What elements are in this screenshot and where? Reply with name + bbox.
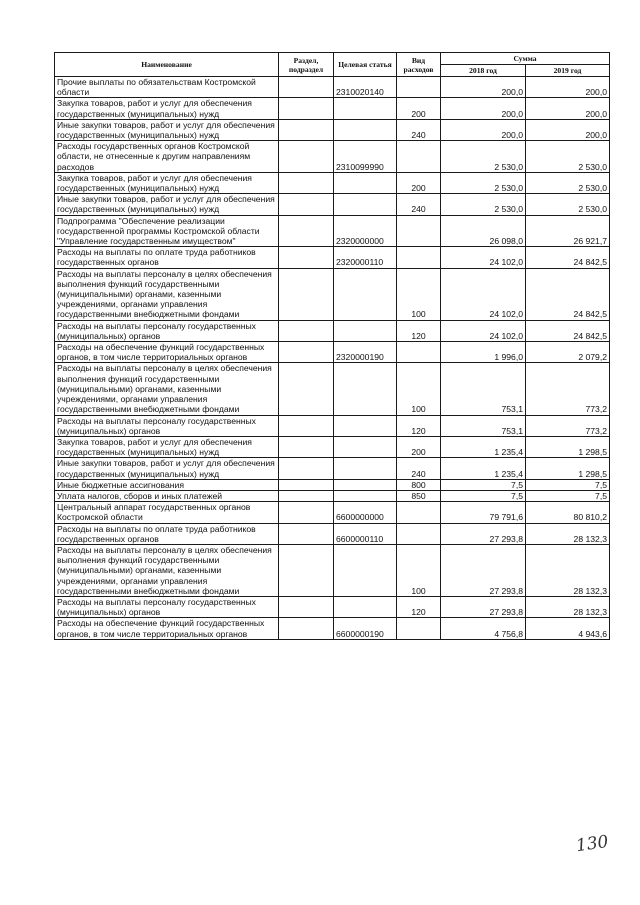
cell-2019: 7,5 — [526, 479, 610, 490]
cell-name: Закупка товаров, работ и услуг для обеспечения государственных (муниципальных) нужд — [55, 436, 279, 457]
cell-target: 2320000110 — [334, 247, 397, 268]
header-type: Вид расходов — [397, 53, 441, 77]
table-row — [55, 523, 610, 544]
table-row — [55, 77, 610, 98]
cell-target: 6600000190 — [334, 618, 397, 639]
cell-name: Центральный аппарат государственных органов Костромской области — [55, 502, 279, 523]
table-row — [55, 618, 610, 639]
table-row — [55, 119, 610, 140]
cell-target: 2310099990 — [334, 141, 397, 173]
page-number: 130 — [574, 831, 610, 857]
cell-section — [279, 415, 334, 436]
table-row — [55, 502, 610, 523]
cell-target — [334, 363, 397, 415]
cell-2018: 200,0 — [441, 119, 526, 140]
cell-2019: 28 132,3 — [526, 596, 610, 617]
cell-2018: 79 791,6 — [441, 502, 526, 523]
cell-2018: 27 293,8 — [441, 523, 526, 544]
cell-target — [334, 596, 397, 617]
cell-2018: 7,5 — [441, 479, 526, 490]
cell-2019: 2 530,0 — [526, 194, 610, 215]
cell-target — [334, 172, 397, 193]
cell-type: 100 — [397, 363, 441, 415]
cell-section — [279, 77, 334, 98]
cell-section — [279, 479, 334, 490]
cell-type — [397, 502, 441, 523]
cell-section — [279, 544, 334, 596]
cell-2018: 24 102,0 — [441, 320, 526, 341]
cell-section — [279, 268, 334, 320]
cell-2018: 1 996,0 — [441, 342, 526, 363]
cell-target — [334, 194, 397, 215]
cell-2019: 26 921,7 — [526, 215, 610, 247]
cell-2018: 2 530,0 — [441, 141, 526, 173]
table-row — [55, 268, 610, 320]
cell-2019: 24 842,5 — [526, 320, 610, 341]
table-row — [55, 458, 610, 479]
cell-2018: 200,0 — [441, 98, 526, 119]
cell-section — [279, 215, 334, 247]
cell-target: 2320000190 — [334, 342, 397, 363]
cell-2018: 1 235,4 — [441, 458, 526, 479]
cell-2019: 200,0 — [526, 98, 610, 119]
cell-2018: 24 102,0 — [441, 247, 526, 268]
table-body — [55, 77, 610, 640]
cell-section — [279, 172, 334, 193]
cell-2019: 1 298,5 — [526, 458, 610, 479]
cell-2019: 28 132,3 — [526, 544, 610, 596]
cell-2019: 2 530,0 — [526, 172, 610, 193]
cell-name: Расходы на выплаты персоналу государственных (муниципальных) органов — [55, 415, 279, 436]
cell-target — [334, 268, 397, 320]
cell-2018: 1 235,4 — [441, 436, 526, 457]
cell-type: 120 — [397, 415, 441, 436]
cell-name: Расходы на выплаты персоналу в целях обеспечения выполнения функций государственными (муниципальными) органами, казенными учреждениями, органами управления государственными внебюджетными фондами — [55, 268, 279, 320]
cell-2019: 7,5 — [526, 490, 610, 501]
cell-section — [279, 98, 334, 119]
cell-name: Расходы на выплаты персоналу государственных (муниципальных) органов — [55, 320, 279, 341]
cell-2019: 4 943,6 — [526, 618, 610, 639]
cell-2018: 2 530,0 — [441, 172, 526, 193]
cell-section — [279, 119, 334, 140]
cell-type: 100 — [397, 268, 441, 320]
table-row — [55, 320, 610, 341]
table-row — [55, 490, 610, 501]
cell-name: Расходы на обеспечение функций государственных органов, в том числе территориальных органов — [55, 342, 279, 363]
cell-name: Расходы на выплаты по оплате труда работников государственных органов — [55, 247, 279, 268]
cell-section — [279, 458, 334, 479]
cell-target — [334, 119, 397, 140]
cell-type: 120 — [397, 320, 441, 341]
cell-name: Иные бюджетные ассигнования — [55, 479, 279, 490]
cell-2019: 1 298,5 — [526, 436, 610, 457]
cell-name: Расходы на выплаты персоналу в целях обеспечения выполнения функций государственными (муниципальными) органами, казенными учреждениями, органами управления государственными внебюджетными фондами — [55, 544, 279, 596]
header-target: Целевая статья — [334, 53, 397, 77]
cell-name: Расходы на выплаты персоналу в целях обеспечения выполнения функций государственными (муниципальными) органами, казенными учреждениями, органами управления государственными внебюджетными фондами — [55, 363, 279, 415]
cell-section — [279, 342, 334, 363]
cell-2018: 7,5 — [441, 490, 526, 501]
cell-section — [279, 523, 334, 544]
cell-section — [279, 502, 334, 523]
cell-target: 2320000000 — [334, 215, 397, 247]
cell-type: 240 — [397, 194, 441, 215]
cell-name: Прочие выплаты по обязательствам Костромской области — [55, 77, 279, 98]
cell-target — [334, 544, 397, 596]
header-name: Наименование — [55, 53, 279, 77]
cell-target: 6600000000 — [334, 502, 397, 523]
cell-target — [334, 458, 397, 479]
cell-2019: 200,0 — [526, 77, 610, 98]
cell-section — [279, 247, 334, 268]
table-row — [55, 436, 610, 457]
cell-target: 6600000110 — [334, 523, 397, 544]
table-row — [55, 247, 610, 268]
cell-2019: 200,0 — [526, 119, 610, 140]
cell-2019: 24 842,5 — [526, 247, 610, 268]
cell-type — [397, 618, 441, 639]
cell-type: 800 — [397, 479, 441, 490]
cell-2018: 27 293,8 — [441, 596, 526, 617]
cell-type — [397, 523, 441, 544]
header-year-2019: 2019 год — [526, 65, 610, 77]
cell-type — [397, 77, 441, 98]
table-row — [55, 342, 610, 363]
cell-target: 2310020140 — [334, 77, 397, 98]
cell-name: Расходы на обеспечение функций государственных органов, в том числе территориальных органов — [55, 618, 279, 639]
cell-type — [397, 141, 441, 173]
budget-table — [54, 52, 610, 640]
cell-2018: 27 293,8 — [441, 544, 526, 596]
header-year-2018: 2018 год — [441, 65, 526, 77]
table-row — [55, 194, 610, 215]
table-row — [55, 98, 610, 119]
table-row — [55, 544, 610, 596]
cell-name: Расходы на выплаты по оплате труда работников государственных органов — [55, 523, 279, 544]
cell-target — [334, 479, 397, 490]
table-row — [55, 141, 610, 173]
cell-2018: 4 756,8 — [441, 618, 526, 639]
cell-name: Расходы на выплаты персоналу государственных (муниципальных) органов — [55, 596, 279, 617]
cell-type: 100 — [397, 544, 441, 596]
table-row — [55, 596, 610, 617]
budget-table-container — [54, 52, 609, 640]
table-row — [55, 415, 610, 436]
cell-section — [279, 490, 334, 501]
cell-section — [279, 436, 334, 457]
cell-type: 240 — [397, 458, 441, 479]
cell-section — [279, 194, 334, 215]
cell-name: Иные закупки товаров, работ и услуг для обеспечения государственных (муниципальных) нужд — [55, 458, 279, 479]
cell-2019: 773,2 — [526, 363, 610, 415]
cell-section — [279, 618, 334, 639]
cell-2019: 28 132,3 — [526, 523, 610, 544]
table-header — [55, 53, 610, 77]
cell-name: Расходы государственных органов Костромской области, не отнесенные к другим направлениям расходов — [55, 141, 279, 173]
cell-target — [334, 320, 397, 341]
cell-name: Иные закупки товаров, работ и услуг для обеспечения государственных (муниципальных) нужд — [55, 194, 279, 215]
cell-2018: 2 530,0 — [441, 194, 526, 215]
cell-2019: 2 079,2 — [526, 342, 610, 363]
cell-type: 200 — [397, 98, 441, 119]
table-row — [55, 215, 610, 247]
cell-2019: 2 530,0 — [526, 141, 610, 173]
cell-type: 850 — [397, 490, 441, 501]
table-row — [55, 479, 610, 490]
header-sum: Сумма — [441, 53, 610, 65]
cell-2018: 200,0 — [441, 77, 526, 98]
cell-section — [279, 596, 334, 617]
header-section: Раздел, подраздел — [279, 53, 334, 77]
cell-name: Подпрограмма "Обеспечение реализации государственной программы Костромской области "Управление государственным имуществом" — [55, 215, 279, 247]
cell-target — [334, 98, 397, 119]
cell-2019: 773,2 — [526, 415, 610, 436]
cell-type: 120 — [397, 596, 441, 617]
cell-name: Иные закупки товаров, работ и услуг для обеспечения государственных (муниципальных) нужд — [55, 119, 279, 140]
cell-target — [334, 436, 397, 457]
cell-type — [397, 215, 441, 247]
table-row — [55, 363, 610, 415]
cell-name: Закупка товаров, работ и услуг для обеспечения государственных (муниципальных) нужд — [55, 172, 279, 193]
cell-2019: 24 842,5 — [526, 268, 610, 320]
cell-2019: 80 810,2 — [526, 502, 610, 523]
cell-2018: 753,1 — [441, 415, 526, 436]
table-row — [55, 172, 610, 193]
cell-section — [279, 363, 334, 415]
cell-2018: 753,1 — [441, 363, 526, 415]
cell-type: 200 — [397, 436, 441, 457]
cell-target — [334, 490, 397, 501]
cell-section — [279, 141, 334, 173]
cell-type — [397, 247, 441, 268]
cell-type: 200 — [397, 172, 441, 193]
cell-type — [397, 342, 441, 363]
cell-target — [334, 415, 397, 436]
cell-2018: 26 098,0 — [441, 215, 526, 247]
cell-name: Уплата налогов, сборов и иных платежей — [55, 490, 279, 501]
cell-section — [279, 320, 334, 341]
cell-type: 240 — [397, 119, 441, 140]
cell-name: Закупка товаров, работ и услуг для обеспечения государственных (муниципальных) нужд — [55, 98, 279, 119]
cell-2018: 24 102,0 — [441, 268, 526, 320]
